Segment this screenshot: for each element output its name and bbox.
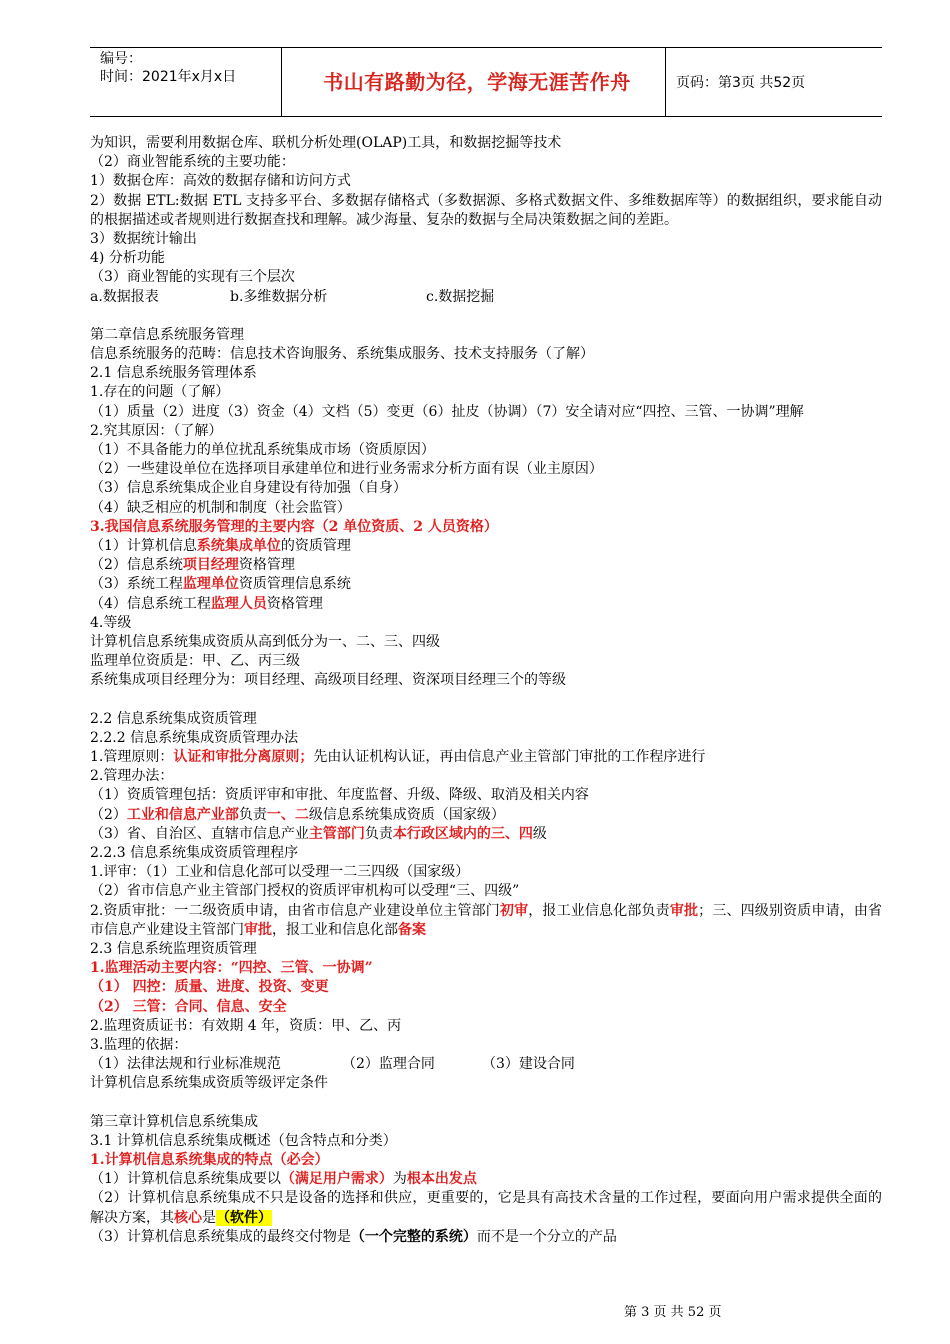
chapter-heading: 第二章信息系统服务管理 bbox=[90, 326, 244, 343]
text-line bbox=[90, 288, 882, 307]
text-line: 3）数据统计输出 bbox=[90, 230, 197, 247]
level-item: c.数据挖掘 bbox=[426, 288, 495, 305]
section-heading: 2.3 信息系统监理资质管理 bbox=[90, 940, 257, 957]
text-line: （1）计算机信息系统集成要以（满足用户需求）为根本出发点 bbox=[90, 1171, 477, 1188]
text-line: （2）一些建设单位在选择项目承建单位和进行业务需求分析方面有误（业主原因） bbox=[90, 461, 603, 478]
section-heading: 2.2.3 信息系统集成资质管理程序 bbox=[90, 844, 299, 861]
level-item: b.多维数据分析 bbox=[230, 288, 328, 305]
footer-page-number: 第 3 页 共 52 页 bbox=[624, 1305, 722, 1320]
text-line: （1）计算机信息系统集成单位的资质管理 bbox=[90, 537, 351, 554]
text-paragraph: 2）数据 ETL:数据 ETL 支持多平台、多数据存储格式（多数据源、多格式数据文件、多维数据库等）的数据组织，要求能自动的根据描述或者规则进行数据查找和理解。减少海量、复杂的数据与全局决策数据之间的差距。 bbox=[90, 192, 882, 228]
text-line: 4.等级 bbox=[90, 614, 132, 631]
text-line: 1.评审：（1）工业和信息化部可以受理一二三四级（国家级） bbox=[90, 864, 470, 881]
text-paragraph: （1）质量（2）进度（3）资金（4）文档（5）变更（6）扯皮（协调）（7）安全请对应“四控、三管、一协调”理解 bbox=[90, 403, 804, 420]
document-time: 时间：2021年x月x日 bbox=[100, 69, 237, 85]
text-line: 3.监理的依据： bbox=[90, 1036, 188, 1053]
section-heading: 2.1 信息系统服务管理体系 bbox=[90, 365, 257, 382]
text-line: 2.监理资质证书：有效期 4 年，资质：甲、乙、丙 bbox=[90, 1017, 402, 1034]
document-body bbox=[90, 134, 882, 1247]
highlighted-line: （2） 三管：合同、信息、安全 bbox=[90, 998, 287, 1015]
text-line: （1）不具备能力的单位扰乱系统集成市场（资质原因） bbox=[90, 442, 435, 459]
header-page-number: 页码：第3页 共52页 bbox=[676, 75, 806, 91]
text-line: 4) 分析功能 bbox=[90, 250, 165, 267]
highlighted-heading: 1.计算机信息系统集成的特点（必会） bbox=[90, 1152, 329, 1169]
text-line: 1）数据仓库：高效的数据存储和访问方式 bbox=[90, 173, 351, 190]
text-line: （1）法律法规和行业标准规范 （2）监理合同 （3）建设合同 bbox=[90, 1056, 575, 1073]
header-top-rule bbox=[90, 47, 882, 48]
level-item: a.数据报表 bbox=[90, 288, 159, 305]
highlighted-line: （1） 四控：质量、进度、投资、变更 bbox=[90, 979, 329, 996]
text-paragraph: 2.资质审批：一二级资质申请，由省市信息产业建设单位主管部门初审，报工业信息化部负责审批；三、四级别资质申请，由省市信息产业建设主管部门审批，报工业和信息化部备案 bbox=[90, 902, 883, 938]
text-line: （3）系统工程监理单位资质管理信息系统 bbox=[90, 576, 351, 593]
text-line: 为知识，需要利用数据仓库、联机分析处理(OLAP)工具，和数据挖掘等技术 bbox=[90, 135, 562, 151]
text-line: 2.管理办法： bbox=[90, 768, 174, 785]
text-line: 监理单位资质是：甲、乙、丙三级 bbox=[90, 653, 300, 670]
text-line: 1.管理原则：认证和审批分离原则；先由认证机构认证，再由信息产业主管部门审批的工作程序进行 bbox=[90, 749, 706, 766]
section-heading: 2.2.2 信息系统集成资质管理办法 bbox=[90, 729, 299, 746]
text-line: （2）信息系统项目经理资格管理 bbox=[90, 557, 295, 574]
chapter-heading: 第三章计算机信息系统集成 bbox=[90, 1113, 258, 1130]
text-line: （4）信息系统工程监理人员资格管理 bbox=[90, 595, 323, 612]
text-line: （2）省市信息产业主管部门授权的资质评审机构可以受理“三、四级” bbox=[90, 883, 520, 900]
text-line: 计算机信息系统集成资质等级评定条件 bbox=[90, 1075, 328, 1092]
header-divider-right bbox=[665, 47, 666, 116]
text-line: （3）计算机信息系统集成的最终交付物是（一个完整的系统）而不是一个分立的产品 bbox=[90, 1228, 617, 1245]
header-bottom-rule bbox=[90, 116, 882, 117]
text-line: （4）缺乏相应的机制和制度（社会监管） bbox=[90, 499, 351, 516]
document-number-label: 编号： bbox=[100, 51, 142, 67]
section-heading: 2.2 信息系统集成资质管理 bbox=[90, 710, 257, 727]
text-line: （3）商业智能的实现有三个层次 bbox=[90, 269, 295, 286]
highlighted-term: （软件） bbox=[216, 1209, 272, 1226]
text-line: 信息系统服务的范畴：信息技术咨询服务、系统集成服务、技术支持服务（了解） bbox=[90, 346, 594, 363]
highlighted-heading: 1.监理活动主要内容：“四控、三管、一协调” bbox=[90, 960, 373, 977]
text-line: 系统集成项目经理分为：项目经理、高级项目经理、资深项目经理三个的等级 bbox=[90, 672, 566, 689]
header-meta bbox=[100, 50, 280, 86]
text-paragraph: （2）计算机信息系统集成不只是设备的选择和供应，更重要的，它是具有高技术含量的工作过程，要面向用户需求提供全面的解决方案，其核心是（软件） bbox=[90, 1190, 882, 1226]
highlighted-heading: 3.我国信息系统服务管理的主要内容（2 单位资质、2 人员资格） bbox=[90, 518, 498, 535]
text-line: 计算机信息系统集成资质从高到低分为一、二、三、四级 bbox=[90, 633, 440, 650]
text-line: 2.究其原因：（了解） bbox=[90, 422, 223, 439]
text-line: （2）工业和信息产业部负责一、二级信息系统集成资质（国家级） bbox=[90, 806, 505, 823]
text-line: （1）资质管理包括：资质评审和审批、年度监督、升级、降级、取消及相关内容 bbox=[90, 787, 589, 804]
section-heading: 3.1 计算机信息系统集成概述（包含特点和分类） bbox=[90, 1132, 397, 1149]
text-line: （3）省、自治区、直辖市信息产业主管部门负责本行政区域内的三、四级 bbox=[90, 825, 547, 842]
text-line: 1.存在的问题（了解） bbox=[90, 384, 230, 401]
text-line: （3）信息系统集成企业自身建设有待加强（自身） bbox=[90, 480, 407, 497]
header-divider-left bbox=[281, 47, 282, 116]
header-motto: 书山有路勤为径，学海无涯苦作舟 bbox=[323, 70, 631, 94]
text-line: （2）商业智能系统的主要功能： bbox=[90, 154, 295, 171]
